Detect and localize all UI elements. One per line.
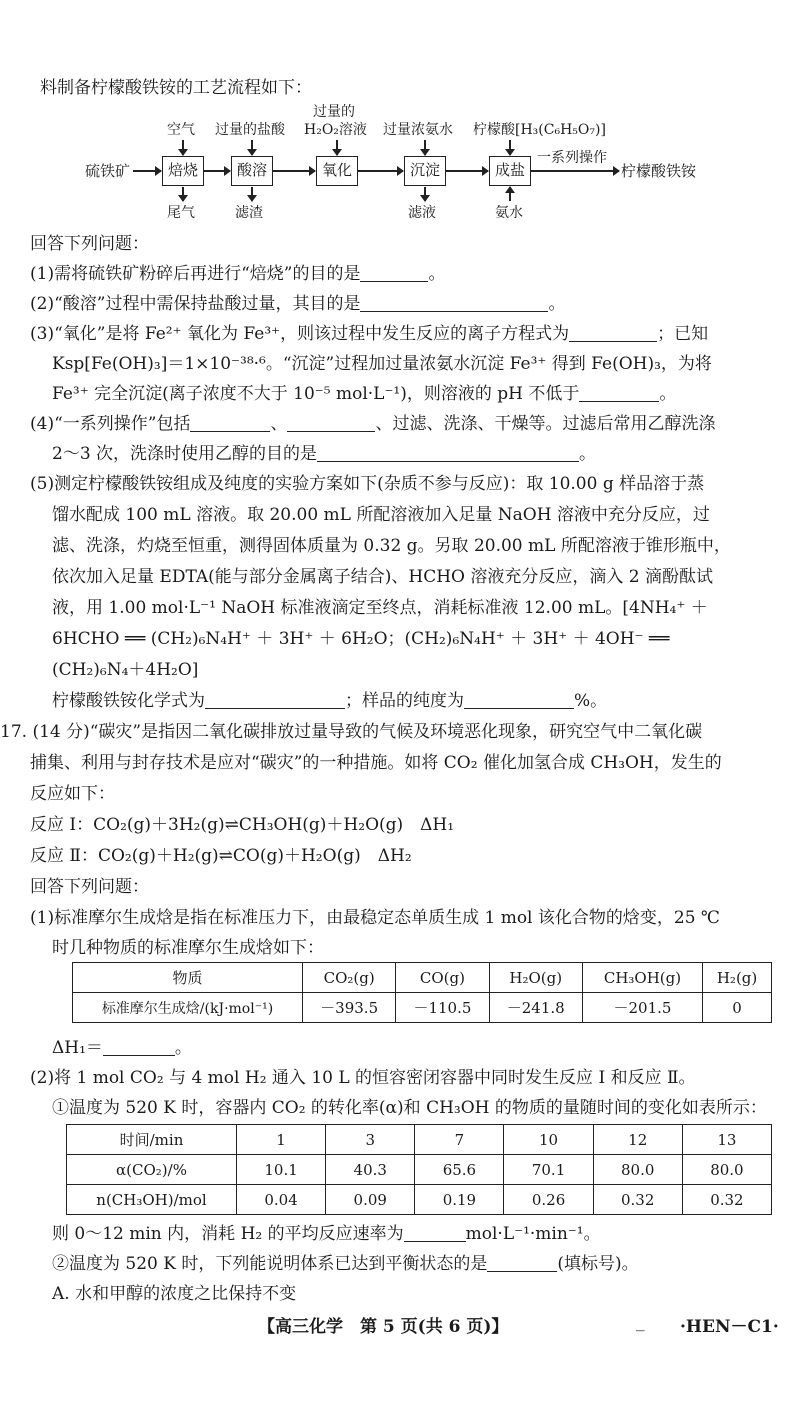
- question-5g: (CH₂)₆N₄＋4H₂O]: [52, 660, 199, 680]
- question-5e: 液，用 1.00 mol·L⁻¹ NaOH 标准液滴定至终点，消耗标准液 12.00 mL。[4NH₄⁺ ＋: [52, 598, 708, 618]
- flow-output-residue: 滤渣: [235, 205, 263, 221]
- table-cell: 13: [682, 1125, 771, 1155]
- question-1: (1)需将硫铁矿粉碎后再进行“焙烧”的目的是 。: [30, 264, 446, 284]
- table-cell: 1: [237, 1125, 326, 1155]
- question-5b: 馏水配成 100 mL 溶液。取 20.00 mL 所配溶液加入足量 NaOH 溶液中充分反应，过: [52, 505, 710, 525]
- table-cell: 时间/min: [67, 1125, 237, 1155]
- flow-output-gas: 尾气: [167, 205, 195, 221]
- answer-blank[interactable]: [360, 294, 548, 312]
- table-cell: －201.5: [582, 993, 702, 1023]
- flow-arrow-up: [509, 187, 511, 201]
- footer-dash: _: [636, 1312, 645, 1332]
- table-cell: 10: [504, 1125, 593, 1155]
- problem-17-intro-b: 捕集、利用与封存技术是应对“碳灾”的一种措施。如将 CO₂ 催化加氢合成 CH₃OH，发生的: [30, 753, 722, 773]
- flow-step-oxidize: 氧化: [316, 156, 358, 186]
- flow-arrow: [531, 170, 619, 172]
- question-5h: 柠檬酸铁铵化学式为 ；样品的纯度为 %。: [52, 691, 608, 711]
- table-cell: CH₃OH(g): [582, 963, 702, 993]
- answer-blank[interactable]: [579, 384, 659, 402]
- subquestion-2: (2)将 1 mol CO₂ 与 4 mol H₂ 通入 10 L 的恒容密闭容器中同时发生反应 Ⅰ 和反应 Ⅱ。: [30, 1068, 696, 1088]
- table-row: [73, 993, 772, 1023]
- table-cell: 80.0: [682, 1155, 771, 1185]
- table-cell: 0.32: [593, 1185, 682, 1215]
- questions-heading: 回答下列问题：: [30, 234, 149, 254]
- answer-blank[interactable]: [360, 264, 428, 282]
- option-a: A. 水和甲醇的浓度之比保持不变: [52, 1284, 297, 1304]
- table-cell: CO(g): [396, 963, 489, 993]
- flow-arrow: [251, 140, 253, 155]
- answer-blank[interactable]: [287, 414, 375, 432]
- answer-blank[interactable]: [404, 1224, 466, 1242]
- flow-arrow: [182, 187, 184, 201]
- flow-input-h2o2-b: H₂O₂溶液: [304, 122, 367, 138]
- table-cell: 0.09: [326, 1185, 415, 1215]
- answer-blank[interactable]: [317, 444, 579, 462]
- flow-input-h2o2-a: 过量的: [313, 104, 355, 120]
- table-cell: 70.1: [504, 1155, 593, 1185]
- question-2: (2)“酸溶”过程中需保持盐酸过量，其目的是 。: [30, 294, 566, 314]
- intro-text: 料制备柠檬酸铁铵的工艺流程如下：: [40, 78, 312, 98]
- answer-blank[interactable]: [569, 324, 657, 342]
- table-cell: 0.04: [237, 1185, 326, 1215]
- flow-product: 柠檬酸铁铵: [621, 162, 697, 180]
- table-cell: 40.3: [326, 1155, 415, 1185]
- table-cell: 标准摩尔生成焓/(kJ·mol⁻¹): [73, 993, 303, 1023]
- answer-blank[interactable]: [205, 691, 345, 709]
- table-cell: 65.6: [415, 1155, 504, 1185]
- table-cell: －241.8: [489, 993, 582, 1023]
- problem-17-intro-c: 反应如下：: [30, 784, 115, 804]
- flow-input-ammonia-water: 氨水: [495, 205, 523, 221]
- flow-input-air: 空气: [167, 122, 195, 138]
- table-cell: 3: [326, 1125, 415, 1155]
- footer-code: ·HEN－C1·: [680, 1317, 779, 1337]
- table-cell: 0: [703, 993, 772, 1023]
- table-row: [67, 1185, 772, 1215]
- flow-step-precipitate: 沉淀: [404, 156, 446, 186]
- enthalpy-table: [72, 962, 772, 1023]
- question-5a: (5)测定柠檬酸铁铵组成及纯度的实验方案如下(杂质不参与反应)：取 10.00 g 样品溶于蒸: [30, 474, 705, 494]
- flow-arrow: [424, 140, 426, 155]
- subquestion-2c: ②温度为 520 K 时，下列能说明体系已达到平衡状态的是 (填标号)。: [52, 1254, 639, 1274]
- flow-arrow: [424, 187, 426, 201]
- problem-17-intro-a: 17. (14 分)“碳灾”是指因二氧化碳排放过量导致的气候及环境恶化现象，研究空气中二氧化碳: [0, 722, 703, 742]
- table-cell: CO₂(g): [303, 963, 396, 993]
- table-cell: 0.26: [504, 1185, 593, 1215]
- question-5f: 6HCHO ══ (CH₂)₆N₄H⁺ ＋ 3H⁺ ＋ 6H₂O；(CH₂)₆N₄H⁺ ＋ 3H⁺ ＋ 4OH⁻ ══: [52, 629, 670, 649]
- flow-arrow: [358, 170, 403, 172]
- table-header-row: [73, 963, 772, 993]
- table-cell: n(CH₃OH)/mol: [67, 1185, 237, 1215]
- question-4b: 2～3 次，洗涤时使用乙醇的目的是 。: [52, 444, 597, 464]
- flow-arrow: [273, 170, 315, 172]
- answer-blank[interactable]: [487, 1254, 557, 1272]
- table-cell: α(CO₂)/%: [67, 1155, 237, 1185]
- flow-arrow: [133, 170, 161, 172]
- table-cell: H₂(g): [703, 963, 772, 993]
- subquestion-1a: (1)标准摩尔生成焓是指在标准压力下，由最稳定态单质生成 1 mol 该化合物的焓变，25 ℃: [30, 908, 720, 928]
- table-cell: 10.1: [237, 1155, 326, 1185]
- flow-step-acid: 酸溶: [231, 156, 273, 186]
- flow-arrow: [182, 140, 184, 155]
- flow-arrow: [446, 170, 488, 172]
- flow-arrow: [251, 187, 253, 201]
- flow-step-salt: 成盐: [489, 156, 531, 186]
- flow-step-roast: 焙烧: [162, 156, 204, 186]
- table-cell: －110.5: [396, 993, 489, 1023]
- answer-blank[interactable]: [103, 1038, 175, 1056]
- flow-arrow: [509, 140, 511, 155]
- flow-input-ammonia: 过量浓氨水: [383, 122, 453, 138]
- reaction-2: 反应 Ⅱ：CO₂(g)＋H₂(g)⇌CO(g)＋H₂O(g) ΔH₂: [30, 846, 412, 866]
- table-cell: 物质: [73, 963, 303, 993]
- table-cell: 12: [593, 1125, 682, 1155]
- question-5d: 依次加入足量 EDTA(能与部分金属离子结合)、HCHO 溶液充分反应，滴入 2 滴酚酞试: [52, 567, 714, 587]
- table-header-row: [67, 1125, 772, 1155]
- question-3c: Fe³⁺ 完全沉淀(离子浓度不大于 10⁻⁵ mol·L⁻¹)，则溶液的 pH 不低于 。: [52, 384, 677, 404]
- table-cell: 80.0: [593, 1155, 682, 1185]
- subquestion-1b: 时几种物质的标准摩尔生成焓如下：: [52, 938, 324, 958]
- question-4a: (4)“一系列操作”包括 、 、过滤、洗涤、干燥等。过滤后常用乙醇洗涤: [30, 414, 716, 434]
- conversion-table: [66, 1124, 772, 1215]
- table-row: [67, 1155, 772, 1185]
- questions-heading-2: 回答下列问题：: [30, 877, 149, 897]
- question-5c: 滤、洗涤，灼烧至恒重，测得固体质量为 0.32 g。另取 20.00 mL 所配溶液于锥形瓶中，: [52, 536, 731, 556]
- flow-start: 硫铁矿: [85, 162, 131, 180]
- table-cell: H₂O(g): [489, 963, 582, 993]
- table-cell: 0.19: [415, 1185, 504, 1215]
- flow-input-hcl: 过量的盐酸: [215, 122, 285, 138]
- flow-final-op: 一系列操作: [537, 150, 607, 166]
- delta-h1-question: ΔH₁＝ 。: [52, 1038, 192, 1058]
- subquestion-2a: ①温度为 520 K 时，容器内 CO₂ 的转化率(α)和 CH₃OH 的物质的量随时间的变化如表所示：: [52, 1098, 767, 1118]
- flow-output-filtrate: 滤液: [408, 205, 436, 221]
- table-cell: －393.5: [303, 993, 396, 1023]
- question-3a: (3)“氧化”是将 Fe²⁺ 氧化为 Fe³⁺，则该过程中发生反应的离子方程式为 ；已知: [30, 324, 709, 344]
- answer-blank[interactable]: [464, 691, 574, 709]
- reaction-1: 反应 Ⅰ：CO₂(g)＋3H₂(g)⇌CH₃OH(g)＋H₂O(g) ΔH₁: [30, 815, 455, 835]
- subquestion-2b: 则 0～12 min 内，消耗 H₂ 的平均反应速率为 mol·L⁻¹·min⁻¹。: [52, 1224, 601, 1244]
- answer-blank[interactable]: [190, 414, 270, 432]
- flow-input-citric: 柠檬酸[H₃(C₆H₅O₇)]: [473, 122, 606, 138]
- flow-arrow: [336, 140, 338, 155]
- flow-arrow: [204, 170, 230, 172]
- process-flowchart: [85, 100, 725, 230]
- question-3b: Ksp[Fe(OH)₃]＝1×10⁻³⁸·⁶。“沉淀”过程加过量浓氨水沉淀 Fe³⁺ 得到 Fe(OH)₃，为将: [52, 354, 712, 374]
- table-cell: 7: [415, 1125, 504, 1155]
- table-cell: 0.32: [682, 1185, 771, 1215]
- page-footer: 【高三化学 第 5 页(共 6 页)】: [258, 1317, 509, 1337]
